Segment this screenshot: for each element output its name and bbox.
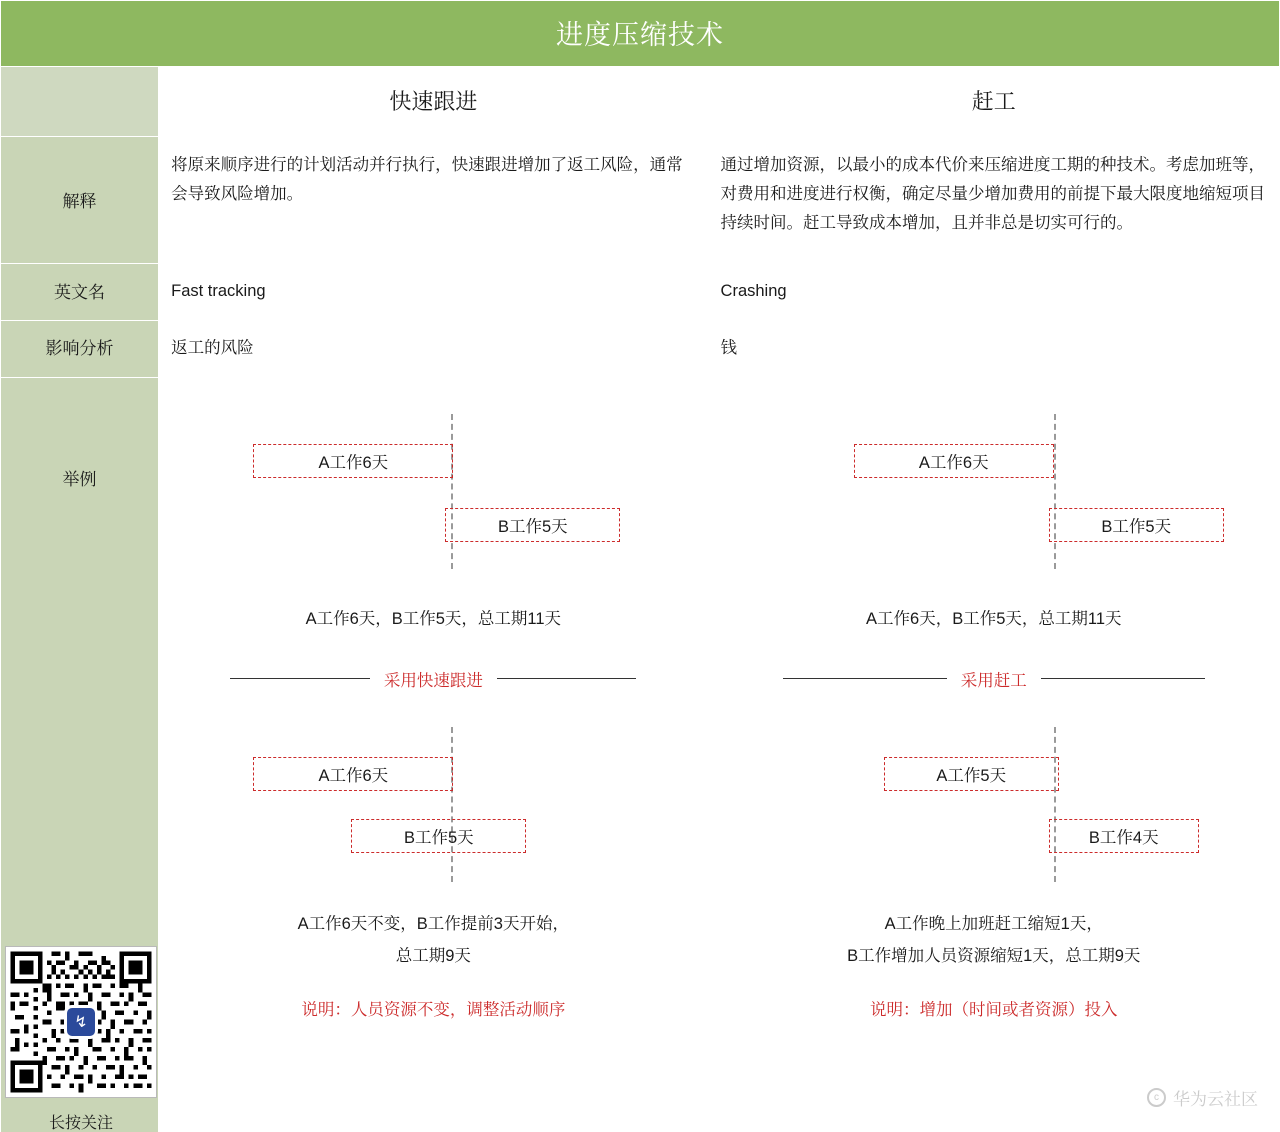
table-row-example (1, 377, 1280, 1132)
table-row-english-name (1, 264, 1280, 321)
row-label-example-text: 举例 (62, 470, 97, 490)
divider-line-right (497, 678, 636, 679)
divider-line-left-crashing (783, 678, 947, 679)
row-label-explanation (1, 137, 159, 264)
title-row (1, 1, 1280, 67)
cell-impact-crashing: 钱 (708, 320, 1279, 377)
header-row (1, 67, 1280, 137)
diagram-fast-tracking-before (173, 396, 693, 601)
bar-b-before: B工作5天 (445, 508, 620, 542)
row-label-impact (1, 320, 159, 377)
cell-explanation-crashing: 通过增加资源，以最小的成本代价来压缩进度工期的种技术。考虑加班等，对费用和进度进行权衡，确定尽量少增加费用的前提下最大限度地缩短项目持续时间。赶工导致成本增加，且并非总是切实可行的。 (708, 137, 1279, 264)
summary-crashing-after-line2: B工作增加人员资源缩短1天，总工期9天 (847, 946, 1141, 965)
milestone-line-before (451, 414, 453, 569)
example-fast-tracking (159, 377, 708, 1132)
bar-a-after-crashing: A工作5天 (884, 757, 1059, 791)
qr-logo-icon: ↯ (64, 1005, 98, 1039)
divider-line-right-crashing (1041, 678, 1205, 679)
example-crashing (708, 377, 1279, 1132)
watermark (1147, 1085, 1258, 1110)
diagram-crashing-after (724, 721, 1264, 906)
qr-code-image[interactable] (5, 946, 157, 1098)
summary-crashing-after-line1: A工作晚上加班赶工缩短1天， (884, 914, 1103, 933)
summary-fast-tracking-after-line2: 总工期9天 (395, 946, 471, 965)
diagram-crashing-before (724, 396, 1264, 601)
note-fast-tracking: 说明：人员资源不变，调整活动顺序 (301, 1000, 566, 1019)
watermark-logo-icon: c (1147, 1088, 1166, 1107)
note-crashing: 说明：增加（时间或者资源）投入 (870, 1000, 1118, 1019)
row-label-impact-text: 影响分析 (45, 339, 114, 359)
row-label-english-name (1, 264, 159, 321)
divider-label-fast-tracking: 采用快速跟进 (383, 671, 483, 690)
divider-label-crashing: 采用赶工 (960, 671, 1027, 690)
column-header-fast-tracking: 快速跟进 (159, 67, 708, 137)
bar-b-before-crashing: B工作5天 (1049, 508, 1224, 542)
row-label-english-name-text: 英文名 (54, 282, 106, 302)
milestone-line-before-crashing (1054, 414, 1056, 569)
row-label-explanation-text: 解释 (62, 192, 97, 211)
summary-fast-tracking-before: A工作6天，B工作5天，总工期11天 (305, 609, 562, 628)
divider-fast-tracking (230, 667, 636, 691)
cell-impact-fast-tracking: 返工的风险 (159, 320, 708, 377)
diagram-fast-tracking-after (173, 721, 693, 906)
bar-b-after: B工作5天 (351, 819, 526, 853)
cell-english-fast-tracking: Fast tracking (159, 264, 708, 321)
milestone-line-after (451, 727, 453, 882)
bar-a-after: A工作6天 (253, 757, 453, 791)
bar-b-after-crashing: B工作4天 (1049, 819, 1199, 853)
header-blank-cell (1, 67, 159, 137)
divider-line-left (230, 678, 369, 679)
bar-a-before: A工作6天 (253, 444, 453, 478)
summary-crashing-before: A工作6天，B工作5天，总工期11天 (866, 609, 1122, 628)
divider-crashing (783, 667, 1205, 691)
cell-explanation-fast-tracking: 将原来顺序进行的计划活动并行执行，快速跟进增加了返工风险，通常会导致风险增加。 (159, 137, 708, 264)
table-row-impact (1, 320, 1280, 377)
page-title: 进度压缩技术 (1, 1, 1280, 67)
qr-block (4, 946, 158, 1132)
watermark-text: 华为云社区 (1173, 1090, 1258, 1109)
cell-english-crashing: Crashing (708, 264, 1279, 321)
row-label-example (1, 377, 159, 1132)
bar-a-before-crashing: A工作6天 (854, 444, 1054, 478)
qr-caption: 长按关注 (48, 1114, 113, 1132)
table-row-explanation (1, 137, 1280, 264)
column-header-crashing: 赶工 (708, 67, 1279, 137)
summary-fast-tracking-after-line1: A工作6天不变，B工作提前3天开始， (297, 914, 569, 933)
milestone-line-after-crashing (1054, 727, 1056, 882)
